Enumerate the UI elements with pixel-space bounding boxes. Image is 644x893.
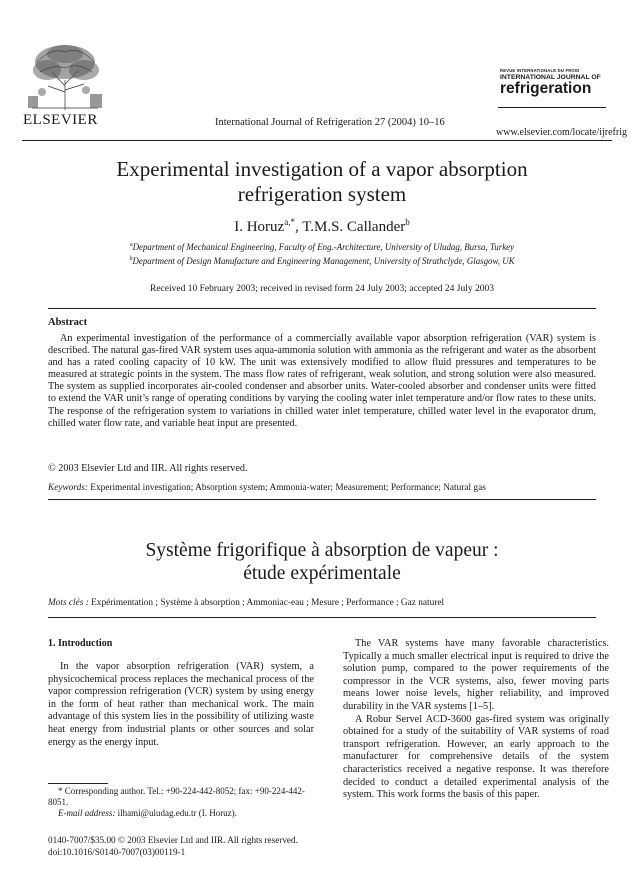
- issn-block: [48, 834, 298, 858]
- journal-brand: [500, 68, 610, 96]
- journal-brand-line3: refrigeration: [500, 80, 592, 97]
- body-paragraph: A Robur Servel ACD-3600 gas-fired system was originally obtained for a study of the suitability of VAR systems of road transport refrigeration. However, an early approach to the manufacturer for comprehensive details of the system characteristics received a negative response. It was therefore decided to conduct a detailed experimental analysis of the system. This work forms the basis of this paper.: [343, 713, 609, 801]
- journal-reference: International Journal of Refrigeration 27 (2004) 10–16: [215, 117, 445, 128]
- abstract-text: An experimental investigation of the performance of a commercially available vapor absorption refrigeration (VAR) system is described. The natural gas-fired VAR system uses aqua-ammonia solution with ammonia as the refrigerant and water as the absorbent and has a rated cooling capacity of 10 kW. The unit was extensively modified to allow fluid pressures and temperatures to be measured at strategic points in the system. The mass flow rates of refrigerant, weak solution, and strong solution were also measured. The system as supplied incorporates air-cooled condenser and absorber units. Water-cooled absorber and condenser units were fitted to extend the VAR unit’s range of operating conditions by varying the cooling water inlet temperature and/or flow rates to these units. The response of the refrigeration system to variations in chilled water inlet temperature, chilled water level in the evaporator drum, chilled water flow rate, and variable heat input are presented.: [48, 333, 596, 429]
- french-title-line2: étude expérimentale: [243, 563, 401, 584]
- abstract-bottom-divider: [48, 499, 596, 500]
- affiliation-mark: a: [129, 242, 133, 249]
- corresponding-author-note: * Corresponding author. Tel.: +90-224-442-8052; fax: +90-224-442-8051.: [48, 786, 305, 807]
- author-name[interactable]: I. Horuz: [234, 219, 285, 235]
- french-keywords-list: Expérimentation ; Système à absorption ; Ammoniac-eau ; Mesure ; Performance ; Gaz naturel: [91, 598, 445, 608]
- author-name[interactable]: T.M.S. Callander: [302, 219, 406, 235]
- keywords-label: Keywords:: [48, 483, 88, 493]
- author-separator: ,: [294, 219, 303, 235]
- doi-link[interactable]: doi:10.1016/S0140-7007(03)00119-1: [48, 847, 186, 857]
- brand-divider: [498, 107, 606, 108]
- article-title-line1: Experimental investigation of a vapor absorption: [116, 157, 528, 181]
- body-column-right: [343, 638, 609, 802]
- elsevier-tree-logo: [22, 42, 108, 112]
- french-bottom-divider: [48, 617, 596, 618]
- footnote-divider: [48, 783, 108, 784]
- received-dates: Received 10 February 2003; received in revised form 24 July 2003; accepted 24 July 2003: [149, 284, 495, 294]
- email-label: E-mail address:: [58, 808, 116, 818]
- affiliation-text: Department of Design Manufacture and Engineering Management, University of Strathclyde, Glasgow, UK: [132, 256, 515, 266]
- french-title: [0, 539, 644, 585]
- journal-brand-line1: REVUE INTERNATIONALE DU FROID: [500, 68, 580, 73]
- author-affiliation-mark[interactable]: a,*: [284, 217, 295, 227]
- section-heading: 1. Introduction: [48, 638, 113, 649]
- author-affiliation-mark[interactable]: b: [405, 217, 410, 227]
- article-title: [0, 157, 644, 207]
- abstract-copyright: © 2003 Elsevier Ltd and IIR. All rights reserved.: [48, 463, 248, 474]
- affiliation-mark: b: [129, 256, 133, 263]
- body-paragraph: The VAR systems have many favorable characteristics. Typically a much smaller electrical input is required to drive the solution pump, compared to the power requirements of the compressor in the VCR systems, also, fewer moving parts means lower noise levels, higher reliability, and improved durability in the VAR systems [1–5].: [343, 638, 609, 712]
- keywords-list: Experimental investigation; Absorption system; Ammonia-water; Measurement; Performance; Natural gas: [90, 483, 486, 493]
- affiliation-text: Department of Mechanical Engineering, Faculty of Eng.-Architecture, University of Uludag, Bursa, Turkey: [132, 242, 515, 252]
- author-list: [0, 217, 644, 236]
- abstract-top-divider: [48, 308, 596, 309]
- journal-website-link[interactable]: www.elsevier.com/locate/ijrefrig: [496, 127, 627, 138]
- french-keywords-label: Mots clés :: [48, 598, 89, 608]
- author-email-link[interactable]: ilhami@uludag.edu.tr (I. Horuz).: [117, 808, 237, 818]
- french-title-line1: Système frigorifique à absorption de vapeur :: [145, 540, 499, 561]
- body-column-left: [48, 638, 314, 749]
- keywords: [48, 483, 486, 493]
- publisher-name: ELSEVIER: [23, 112, 98, 128]
- body-paragraph: In the vapor absorption refrigeration (VAR) system, a physicochemical process replaces the mechanical process of the vapor compression refrigeration (VCR) system by using energy in the form of heat rather than mechanical work. The main advantage of this system lies in the possibility of utilizing waste heat energy from industrial plants or other sources and solar energy as the energy input.: [48, 661, 314, 748]
- abstract-heading: Abstract: [48, 317, 88, 328]
- affiliation-a: [0, 242, 644, 252]
- article-title-line2: refrigeration system: [237, 182, 407, 206]
- issn-line: 0140-7007/$35.00 © 2003 Elsevier Ltd and IIR. All rights reserved.: [48, 835, 298, 845]
- header-divider: [22, 140, 612, 141]
- french-keywords: [48, 598, 444, 608]
- footnote: [48, 786, 314, 819]
- journal-brand-line2: INTERNATIONAL JOURNAL OF: [500, 74, 601, 81]
- affiliation-b: [0, 256, 644, 266]
